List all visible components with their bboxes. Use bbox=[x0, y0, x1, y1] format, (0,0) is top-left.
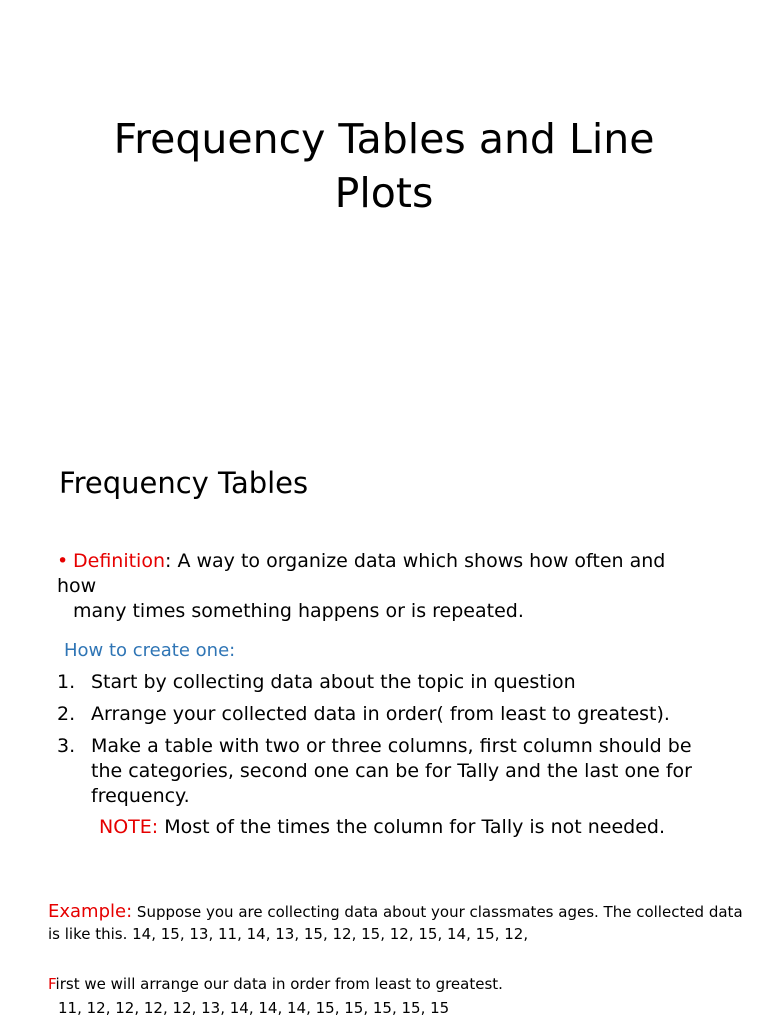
step-number: 2. bbox=[57, 703, 76, 725]
steps-list bbox=[57, 670, 717, 816]
bullet-icon: • bbox=[57, 550, 69, 572]
page-title-line-1: Frequency Tables and Line bbox=[113, 115, 655, 163]
step-number: 3. bbox=[57, 735, 76, 757]
definition-text-1: : A way to organize data which shows how often and how bbox=[57, 550, 666, 597]
note bbox=[99, 815, 665, 840]
how-to-label: How to create one: bbox=[64, 640, 236, 661]
note-text: Most of the times the column for Tally is not needed. bbox=[158, 816, 666, 838]
arrange-sentence bbox=[48, 972, 748, 996]
definition-bullet bbox=[57, 549, 707, 624]
sorted-data: 11, 12, 12, 12, 12, 13, 14, 14, 14, 15, 15, 15, 15, 15 bbox=[58, 999, 450, 1017]
step-text: Start by collecting data about the topic in question bbox=[91, 671, 576, 693]
page-title-line-2: Plots bbox=[334, 169, 434, 217]
definition-line-1 bbox=[57, 549, 707, 599]
example-paragraph bbox=[48, 901, 748, 945]
section-heading: Frequency Tables bbox=[59, 466, 309, 500]
list-item bbox=[57, 670, 717, 695]
step-text: Make a table with two or three columns, first column should be the categories, second one can be for Tally and the last one for frequency. bbox=[91, 735, 692, 807]
example-label: Example: bbox=[48, 901, 133, 922]
arrange-first-letter: F bbox=[48, 975, 56, 993]
note-label: NOTE: bbox=[99, 816, 159, 838]
definition-label: Definition bbox=[73, 550, 166, 572]
step-number: 1. bbox=[57, 671, 76, 693]
page-title bbox=[0, 112, 768, 220]
definition-text-2: many times something happens or is repeated. bbox=[73, 600, 524, 622]
example-text: Suppose you are collecting data about your classmates ages. The collected data is like this. 14, 15, 13, 11, 14, 13, 15, 12, 15, 12, 15, 14, 15, 12, bbox=[48, 903, 743, 943]
list-item bbox=[57, 734, 717, 809]
arrange-text: irst we will arrange our data in order from least to greatest. bbox=[55, 975, 503, 993]
arrange-step bbox=[48, 972, 748, 1020]
list-item bbox=[57, 702, 717, 727]
step-text: Arrange your collected data in order( from least to greatest). bbox=[91, 703, 670, 725]
